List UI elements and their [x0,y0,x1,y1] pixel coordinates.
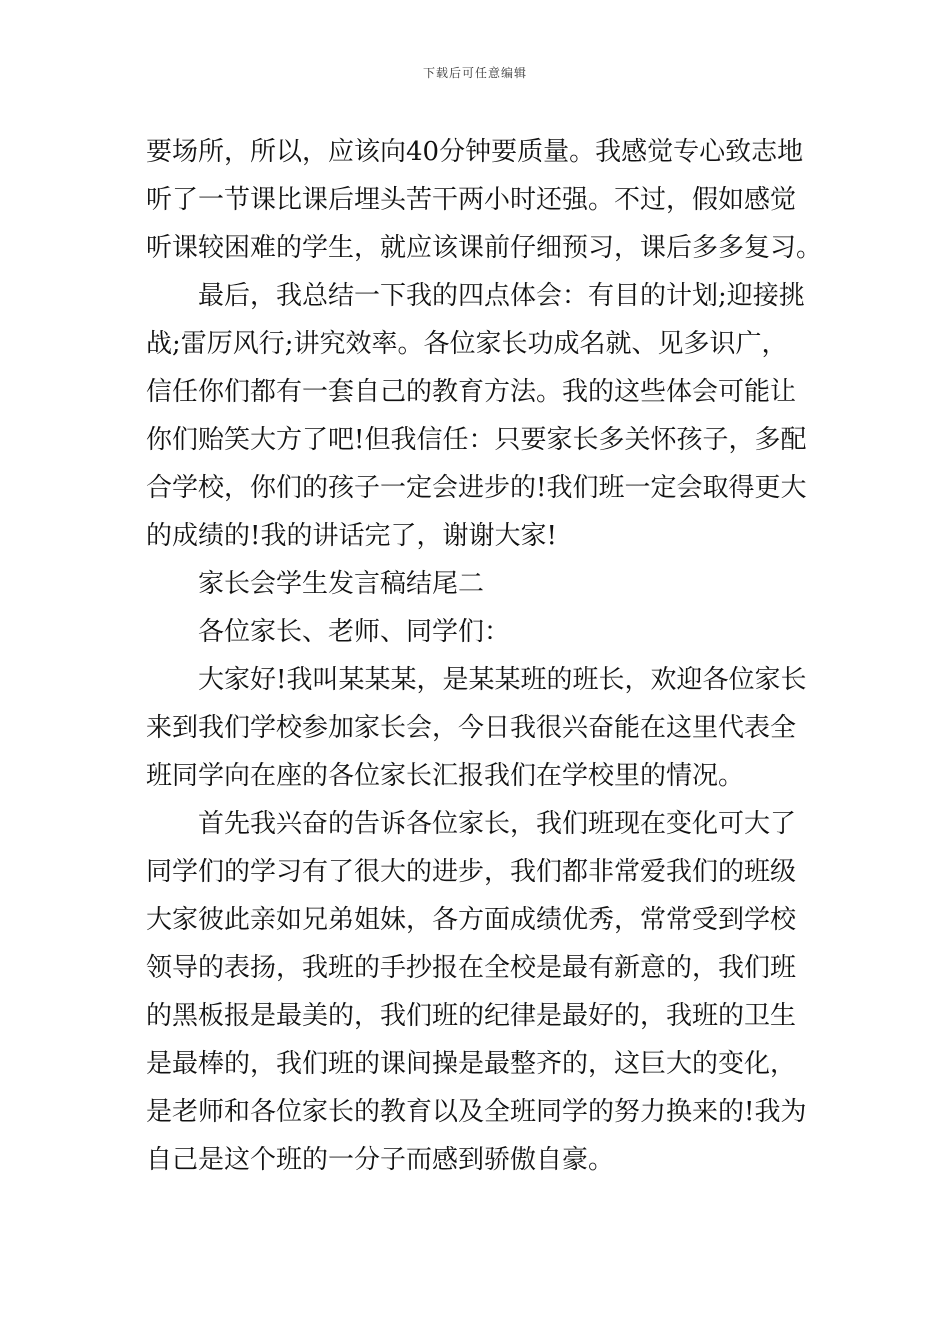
text-line: 大家好!我叫某某某，是某某班的班长，欢迎各位家长 [198,665,807,695]
section-title: 家长会学生发言稿结尾二 [198,569,485,599]
text-line: 合学校，你们的孩子一定会进步的!我们班一定会取得更大 [146,473,807,503]
text-line: 信任你们都有一套自己的教育方法。我的这些体会可能让 [146,377,797,407]
text-line: 同学们的学习有了很大的进步，我们都非常爱我们的班级 [146,857,797,887]
text-line: 听了一节课比课后埋头苦干两小时还强。不过，假如感觉 [146,185,797,215]
text-line: 领导的表扬，我班的手抄报在全校是最有新意的，我们班 [146,953,797,983]
text-line: 的黑板报是最美的，我们班的纪律是最好的，我班的卫生 [146,1001,797,1031]
text-line: 要场所，所以，应该向40分钟要质量。我感觉专心致志地 [146,137,804,167]
text-line: 战;雷厉风行;讲究效率。各位家长功成名就、见多识广， [146,329,788,359]
document-body [146,128,823,1184]
text-line: 来到我们学校参加家长会，今日我很兴奋能在这里代表全 [146,713,797,743]
salutation: 各位家长、老师、同学们： [198,617,511,647]
text-line: 是老师和各位家长的教育以及全班同学的努力换来的!我为 [146,1097,807,1127]
text-line: 大家彼此亲如兄弟姐妹，各方面成绩优秀，常常受到学校 [146,905,797,935]
text-line: 班同学向在座的各位家长汇报我们在学校里的情况。 [146,761,745,791]
text-line: 最后，我总结一下我的四点体会：有目的计划;迎接挑 [198,281,805,311]
text-line: 听课较困难的学生，就应该课前仔细预习，课后多多复习。 [146,233,823,263]
page-header: 下载后可任意编辑 [422,66,527,80]
text-line: 自己是这个班的一分子而感到骄傲自豪。 [146,1145,615,1175]
text-line: 首先我兴奋的告诉各位家长，我们班现在变化可大了 [198,809,797,839]
text-line: 是最棒的，我们班的课间操是最整齐的，这巨大的变化， [146,1049,797,1079]
text-line: 你们贻笑大方了吧!但我信任：只要家长多关怀孩子，多配 [146,425,807,455]
text-line: 的成绩的!我的讲话完了，谢谢大家! [146,521,557,551]
